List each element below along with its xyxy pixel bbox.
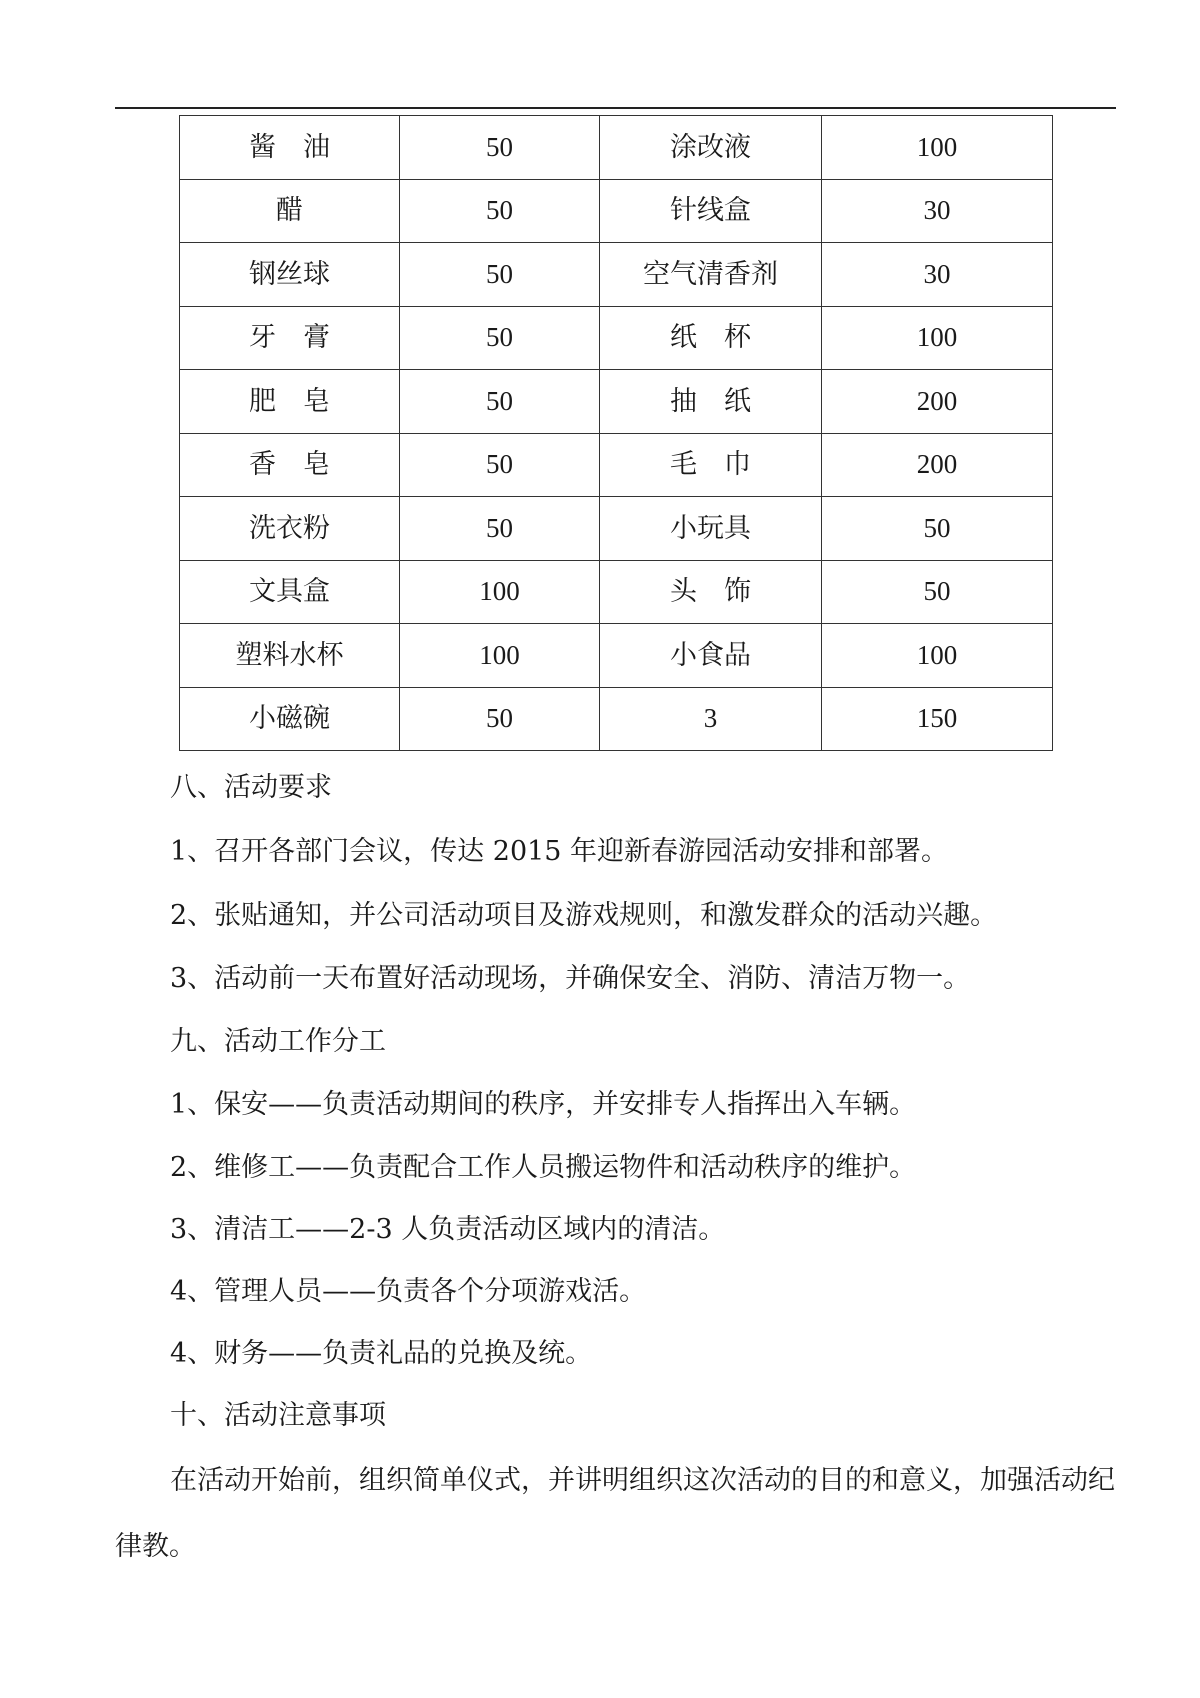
table-row (180, 497, 1053, 561)
item-name-cell: 洗衣粉 (180, 497, 400, 561)
section-9-item-3: 3、清洁工——2-3 人负责活动区域内的清洁。 (170, 1214, 726, 1245)
section-9-item-2: 2、维修工——负责配合工作人员搬运物件和活动秩序的维护。 (170, 1152, 917, 1183)
header-rule (115, 107, 1116, 109)
item-quantity-cell: 50 (400, 687, 600, 751)
item-quantity-cell: 150 (822, 687, 1053, 751)
item-name-cell: 酱 油 (180, 116, 400, 180)
item-name-cell: 醋 (180, 179, 400, 243)
item-quantity-cell: 50 (822, 560, 1053, 624)
item-quantity-cell: 100 (400, 560, 600, 624)
table-row (180, 306, 1053, 370)
table-row (180, 243, 1053, 307)
item-name-cell: 牙 膏 (180, 306, 400, 370)
section-8-item-1: 1、召开各部门会议，传达 2015 年迎新春游园活动安排和部署。 (170, 836, 949, 867)
item-name-cell: 塑料水杯 (180, 624, 400, 688)
items-table (179, 115, 1053, 751)
item-name-cell: 毛 巾 (600, 433, 822, 497)
item-quantity-cell: 50 (400, 306, 600, 370)
item-name-cell: 香 皂 (180, 433, 400, 497)
table-row (180, 179, 1053, 243)
item-quantity-cell: 30 (822, 243, 1053, 307)
item-quantity-cell: 30 (822, 179, 1053, 243)
item-name-cell: 头 饰 (600, 560, 822, 624)
section-9-item-4: 4、管理人员——负责各个分项游戏活。 (170, 1276, 647, 1307)
item-name-cell: 3 (600, 687, 822, 751)
item-quantity-cell: 100 (822, 116, 1053, 180)
section-9-title: 九、活动工作分工 (170, 1026, 386, 1057)
item-name-cell: 肥 皂 (180, 370, 400, 434)
item-name-cell: 小磁碗 (180, 687, 400, 751)
table-row (180, 433, 1053, 497)
table-row (180, 116, 1053, 180)
item-name-cell: 针线盒 (600, 179, 822, 243)
section-8-item-2: 2、张贴通知，并公司活动项目及游戏规则，和激发群众的活动兴趣。 (170, 900, 998, 931)
item-name-cell: 钢丝球 (180, 243, 400, 307)
item-quantity-cell: 50 (400, 243, 600, 307)
item-quantity-cell: 50 (400, 370, 600, 434)
section-10-title: 十、活动注意事项 (170, 1400, 386, 1431)
table-row (180, 560, 1053, 624)
section-9-item-5: 4、财务——负责礼品的兑换及统。 (170, 1338, 593, 1369)
table-row (180, 624, 1053, 688)
item-quantity-cell: 50 (822, 497, 1053, 561)
item-quantity-cell: 100 (822, 306, 1053, 370)
item-name-cell: 空气清香剂 (600, 243, 822, 307)
section-8-item-3: 3、活动前一天布置好活动现场，并确保安全、消防、清洁万物一。 (170, 963, 971, 994)
item-name-cell: 抽 纸 (600, 370, 822, 434)
item-quantity-cell: 50 (400, 497, 600, 561)
item-name-cell: 文具盒 (180, 560, 400, 624)
items-table-body (180, 116, 1053, 751)
table-row (180, 370, 1053, 434)
item-quantity-cell: 50 (400, 116, 600, 180)
item-name-cell: 涂改液 (600, 116, 822, 180)
item-name-cell: 小食品 (600, 624, 822, 688)
section-8-title: 八、活动要求 (170, 772, 332, 803)
item-name-cell: 纸 杯 (600, 306, 822, 370)
item-quantity-cell: 200 (822, 433, 1053, 497)
item-quantity-cell: 100 (400, 624, 600, 688)
item-quantity-cell: 50 (400, 179, 600, 243)
item-quantity-cell: 200 (822, 370, 1053, 434)
item-name-cell: 小玩具 (600, 497, 822, 561)
section-10-body: 在活动开始前，组织简单仪式，并讲明组织这次活动的目的和意义，加强活动纪律教。 (115, 1465, 1115, 1562)
table-row (180, 687, 1053, 751)
item-quantity-cell: 50 (400, 433, 600, 497)
section-9-item-1: 1、保安——负责活动期间的秩序，并安排专人指挥出入车辆。 (170, 1089, 917, 1120)
item-quantity-cell: 100 (822, 624, 1053, 688)
